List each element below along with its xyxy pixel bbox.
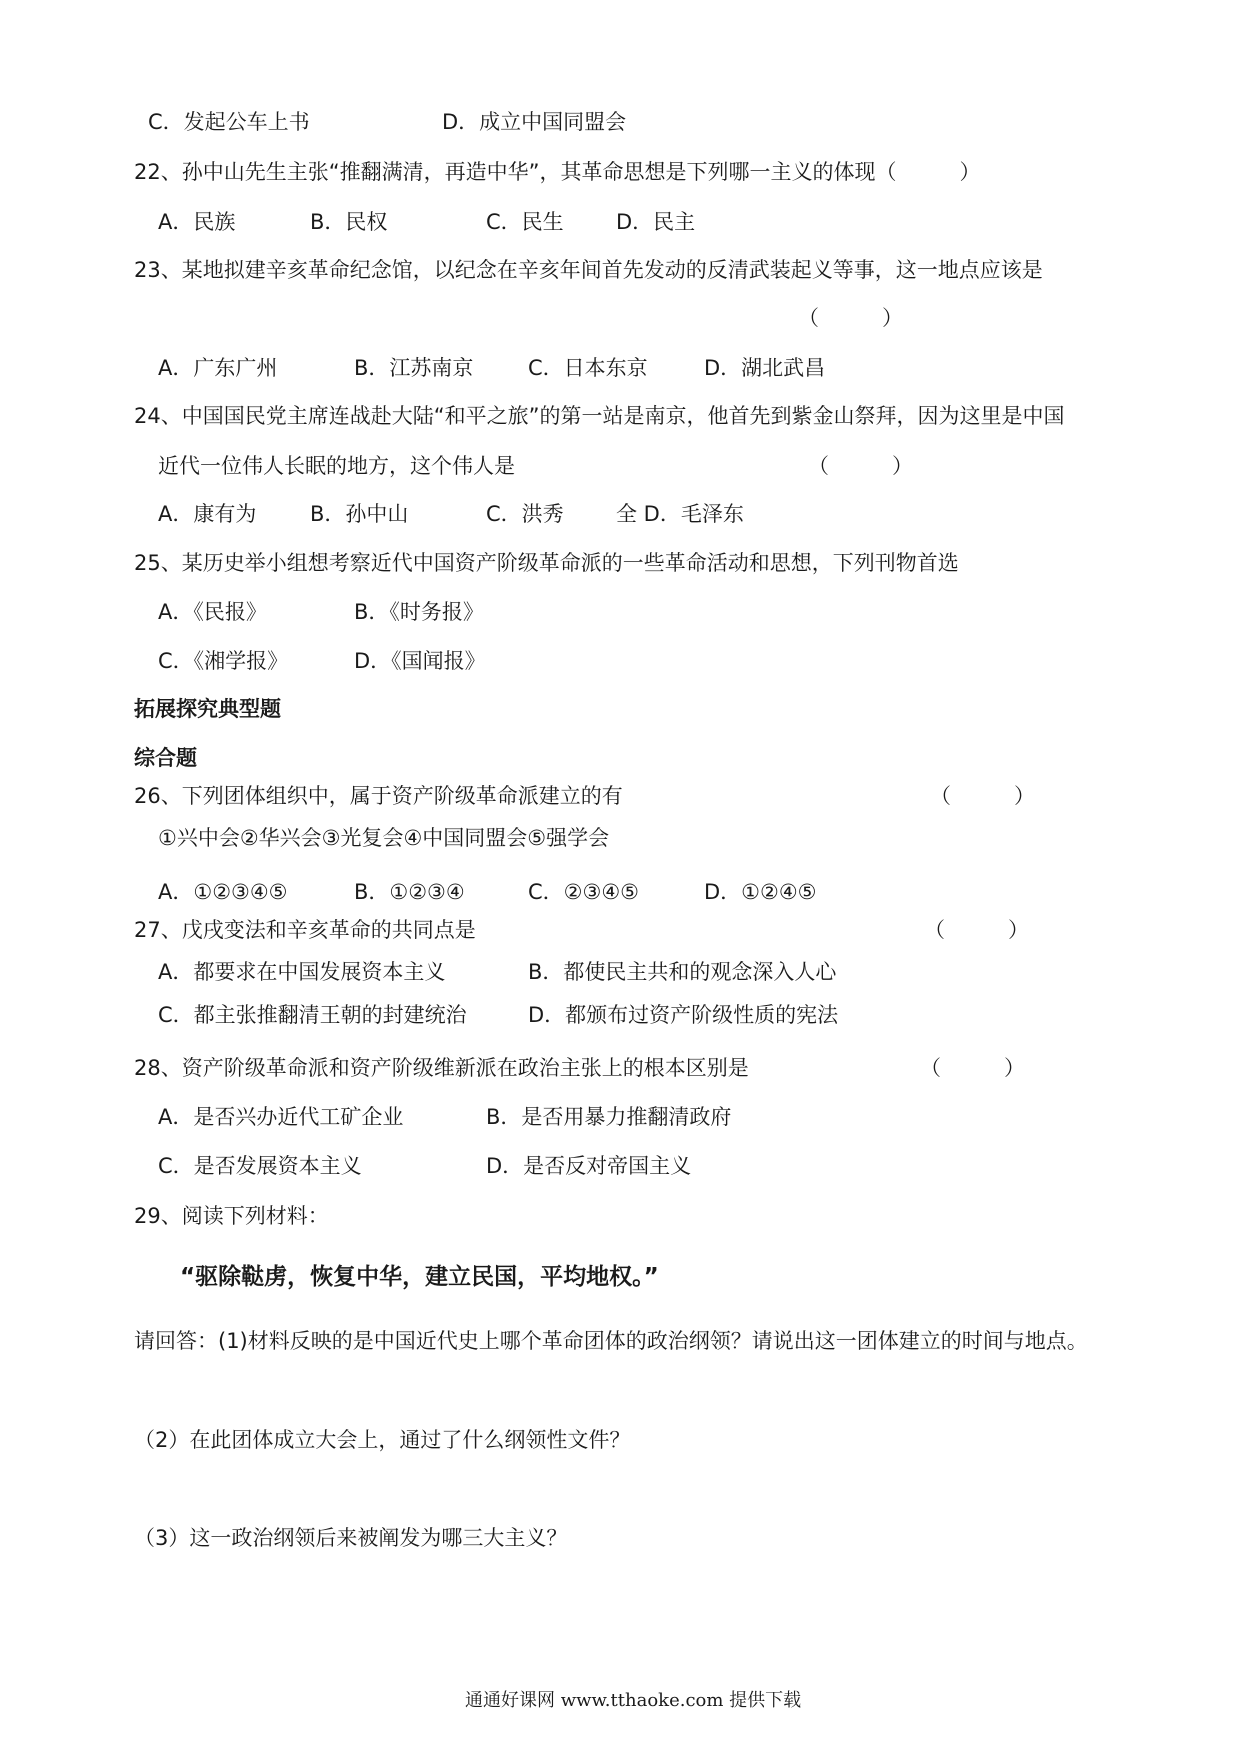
q23-option-d: D．湖北武昌: [704, 356, 826, 380]
q28-option-d: D．是否反对帝国主义: [486, 1154, 692, 1178]
q26-stem: 26、下列团体组织中，属于资产阶级革命派建立的有: [134, 784, 623, 808]
q28-answer-paren: （ ）: [920, 1056, 1025, 1080]
q24-option-b: B．孙中山: [310, 502, 409, 526]
q26-option-a: A．①②③④⑤: [158, 880, 288, 904]
q22-option-c: C．民生: [486, 210, 564, 234]
q26-option-d: D．①②④⑤: [704, 880, 817, 904]
q24-stem-line2: 近代一位伟人长眠的地方，这个伟人是: [158, 454, 515, 478]
footer-source: 通通好课网 www.tthaoke.com 提供下载: [465, 1690, 802, 1711]
subsection-title: 综合题: [134, 746, 197, 770]
q22-option-d: D．民主: [616, 210, 696, 234]
q28-option-b: B．是否用暴力推翻清政府: [486, 1105, 732, 1129]
q26-option-c: C．②③④⑤: [528, 880, 639, 904]
q29-question-1: 请回答：(1)材料反映的是中国近代史上哪个革命团体的政治纲领？请说出这一团体建立的时间与地点。: [134, 1329, 1088, 1353]
q24-stem-line1: 24、中国国民党主席连战赴大陆“和平之旅”的第一站是南京，他首先到紫金山祭拜，因为这里是中国: [134, 404, 1065, 428]
q25-stem: 25、某历史举小组想考察近代中国资产阶级革命派的一些革命活动和思想，下列刊物首选: [134, 551, 959, 575]
q28-option-a: A．是否兴办近代工矿企业: [158, 1105, 404, 1129]
q23-stem: 23、某地拟建辛亥革命纪念馆，以纪念在辛亥年间首先发动的反清武装起义等事，这一地点应该是: [134, 258, 1043, 282]
q25-option-c: C．《湘学报》: [158, 649, 289, 673]
q29-stem: 29、阅读下列材料：: [134, 1204, 329, 1228]
q27-option-c: C．都主张推翻清王朝的封建统治: [158, 1003, 467, 1027]
q27-option-b: B．都使民主共和的观念深入人心: [528, 960, 837, 984]
q24-option-a: A．康有为: [158, 502, 257, 526]
q26-option-b: B．①②③④: [354, 880, 465, 904]
q26-answer-paren: （ ）: [930, 784, 1035, 808]
q28-stem: 28、资产阶级革命派和资产阶级维新派在政治主张上的根本区别是: [134, 1056, 749, 1080]
q21-option-d: D．成立中国同盟会: [442, 110, 627, 134]
q29-question-3: （3）这一政治纲领后来被阐发为哪三大主义？: [134, 1526, 568, 1550]
q25-option-b: B．《时务报》: [354, 600, 484, 624]
q25-option-d: D．《国闻报》: [354, 649, 486, 673]
q23-answer-paren: （ ）: [798, 306, 903, 330]
q22-option-a: A．民族: [158, 210, 236, 234]
q27-answer-paren: （ ）: [924, 918, 1029, 942]
q29-quote: “驱除鞑虏，恢复中华，建立民国，平均地权。”: [180, 1264, 659, 1290]
q23-option-b: B．江苏南京: [354, 356, 474, 380]
q28-option-c: C．是否发展资本主义: [158, 1154, 362, 1178]
q27-option-d: D．都颁布过资产阶级性质的宪法: [528, 1003, 839, 1027]
q21-option-c: C．发起公车上书: [148, 110, 310, 134]
q29-question-2: （2）在此团体成立大会上，通过了什么纲领性文件？: [134, 1428, 631, 1452]
q24-option-d: 全 D．毛泽东: [616, 502, 744, 526]
q25-option-a: A．《民报》: [158, 600, 267, 624]
q27-option-a: A．都要求在中国发展资本主义: [158, 960, 446, 984]
q26-items: ①兴中会②华兴会③光复会④中国同盟会⑤强学会: [158, 826, 610, 850]
q23-option-a: A．广东广州: [158, 356, 278, 380]
q24-answer-paren: （ ）: [808, 454, 913, 478]
q24-option-c: C．洪秀: [486, 502, 564, 526]
q22-stem: 22、孙中山先生主张“推翻满清，再造中华”，其革命思想是下列哪一主义的体现（ ）: [134, 160, 981, 184]
q27-stem: 27、戊戌变法和辛亥革命的共同点是: [134, 918, 476, 942]
q23-option-c: C．日本东京: [528, 356, 648, 380]
section-title: 拓展探究典型题: [134, 697, 281, 721]
q22-option-b: B．民权: [310, 210, 388, 234]
